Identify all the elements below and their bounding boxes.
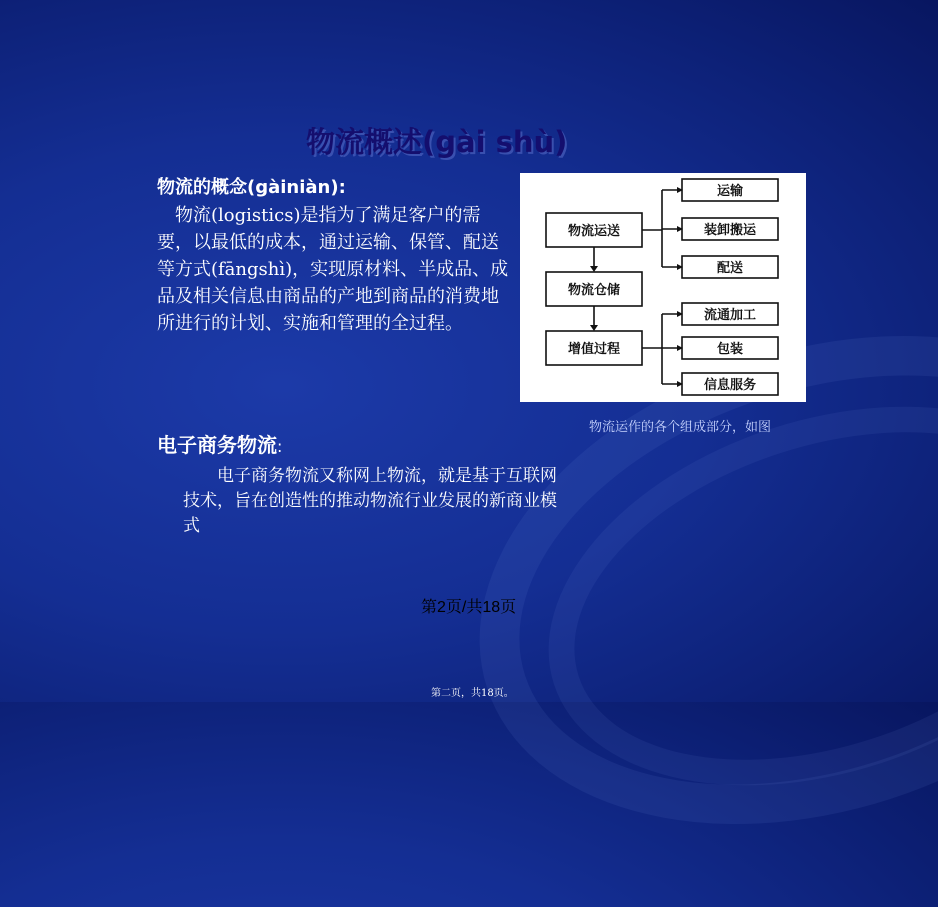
diagram-svg bbox=[520, 173, 806, 402]
diagram-label-packaging: 包装 bbox=[716, 342, 744, 357]
diagram-label-processing: 流通加工 bbox=[703, 308, 757, 323]
diagram-label-handling: 装卸搬运 bbox=[703, 223, 757, 238]
concept-heading: 物流的概念(gàiniàn): bbox=[157, 177, 346, 198]
diagram-label-transport: 物流运送 bbox=[567, 224, 621, 239]
ecommerce-heading bbox=[157, 429, 282, 458]
diagram-label-info-service: 信息服务 bbox=[703, 378, 757, 393]
concept-paragraph: 物流(logistics)是指为了满足客户的需要，以最低的成本，通过运输、保管、配送等方式(fāngshì)，实现原材料、半成品、成品及相关信息由商品的产地到商品的消费地所进行的计划、实施和管理的全过程。 bbox=[157, 205, 509, 334]
ecommerce-heading-colon: : bbox=[277, 437, 283, 456]
diagram-label-delivery: 配送 bbox=[716, 261, 744, 276]
diagram-caption: 物流运作的各个组成部分，如图 bbox=[588, 420, 771, 435]
slide-title: 物流概述(gài shù) bbox=[306, 125, 568, 159]
diagram-label-valueadd: 增值过程 bbox=[567, 342, 621, 357]
page-indicator: 第2页/共18页 bbox=[421, 599, 517, 616]
page-footer: 第二页，共18页。 bbox=[431, 688, 514, 699]
diagram-label-shipping: 运输 bbox=[716, 184, 744, 199]
ecommerce-paragraph: 电子商务物流又称网上物流，就是基于互联网技术，旨在创造性的推动物流行业发展的新商业模式 bbox=[183, 466, 557, 536]
logistics-diagram bbox=[520, 173, 806, 402]
diagram-label-storage: 物流仓储 bbox=[567, 283, 621, 298]
ecommerce-heading-text: 电子商务物流 bbox=[157, 433, 277, 457]
